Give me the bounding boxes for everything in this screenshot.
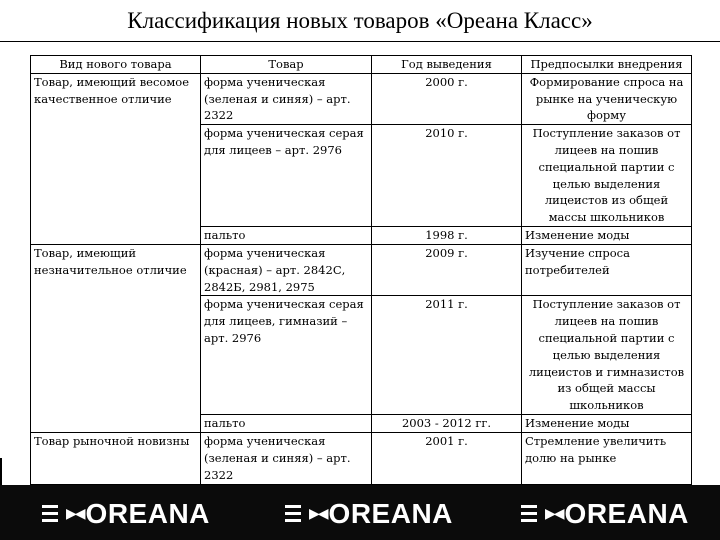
brand-name: OREANA (564, 498, 689, 529)
year-cell: 2003 - 2012 гг. (372, 415, 522, 433)
logo-mark-icon (283, 501, 305, 527)
classification-table (30, 55, 692, 485)
header-reason: Предпосылки внедрения (522, 56, 692, 74)
reason-cell: Изменение моды (522, 415, 692, 433)
product-cell: форма ученическая (зеленая и синяя) – арт. 2322 (201, 433, 372, 484)
title-divider (0, 41, 720, 42)
arrows-icon: ▶◀ (66, 506, 84, 522)
product-cell: форма ученическая (красная) – арт. 2842С, 2842Б, 2981, 2975 (201, 244, 372, 295)
table-row (31, 244, 692, 295)
type-cell: Товар рыночной новизны (31, 433, 201, 484)
reason-cell: Изменение моды (522, 227, 692, 245)
product-cell: пальто (201, 415, 372, 433)
year-cell: 2009 г. (372, 244, 522, 295)
logo-mark-icon (40, 501, 62, 527)
header-type: Вид нового товара (31, 56, 201, 74)
type-cell: Товар, имеющий весомое качественное отличие (31, 73, 201, 244)
type-cell: Товар, имеющий незначительное отличие (31, 244, 201, 432)
reason-cell: Поступление заказов от лицеев на пошив специальной партии с целью выделения лицеистов и гимназистов из общей массы школьников (522, 296, 692, 415)
year-cell: 2000 г. (372, 73, 522, 124)
year-cell: 2001 г. (372, 433, 522, 484)
reason-cell: Изучение спроса потребителей (522, 244, 692, 295)
reason-cell: Стремление увеличить долю на рынке (522, 433, 692, 484)
page-title: Классификация новых товаров «Ореана Класс» (127, 8, 593, 33)
brand-logo (40, 499, 210, 529)
year-cell: 2010 г. (372, 125, 522, 227)
product-cell: пальто (201, 227, 372, 245)
reason-cell: Формирование спроса на рынке на ученическую форму (522, 73, 692, 124)
header-year: Год выведения (372, 56, 522, 74)
logo-mark-icon (519, 501, 541, 527)
year-cell: 2011 г. (372, 296, 522, 415)
table-row (31, 73, 692, 124)
left-edge-bar (0, 458, 2, 488)
brand-logo (283, 499, 453, 529)
header-product: Товар (201, 56, 372, 74)
footer-banner (0, 485, 720, 540)
reason-cell: Поступление заказов от лицеев на пошив специальной партии с целью выделения лицеистов из общей массы школьников (522, 125, 692, 227)
product-cell: форма ученическая (зеленая и синяя) – арт. 2322 (201, 73, 372, 124)
brand-logo (519, 499, 689, 529)
brand-name: OREANA (328, 498, 453, 529)
table-row (31, 433, 692, 484)
arrows-icon: ▶◀ (309, 506, 327, 522)
product-cell: форма ученическая серая для лицеев, гимназий – арт. 2976 (201, 296, 372, 415)
year-cell: 1998 г. (372, 227, 522, 245)
product-cell: форма ученическая серая для лицеев – арт. 2976 (201, 125, 372, 227)
table-header-row (31, 56, 692, 74)
arrows-icon: ▶◀ (545, 506, 563, 522)
brand-name: OREANA (85, 498, 210, 529)
